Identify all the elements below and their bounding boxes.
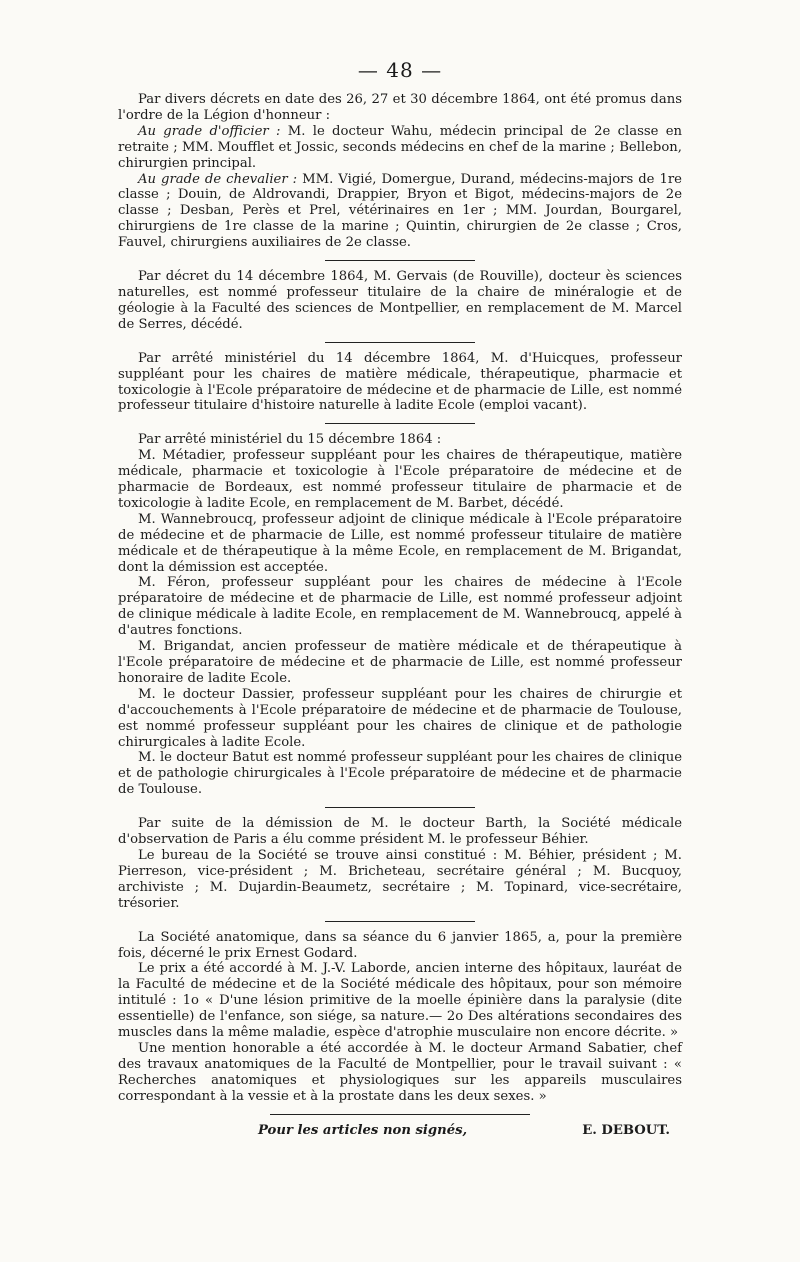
paragraph <box>118 124 682 172</box>
paragraph: Le bureau de la Société se trouve ainsi constitué : M. Béhier, président ; M. Pierreson, vice-président ; M. Bricheteau, secrétaire général ; M. Bucquoy, archiviste ; M. Dujardin-Beaumetz, secrétaire ; M. Topinard, vice-secrétaire, trésorier. <box>118 847 682 911</box>
paragraph <box>118 172 682 252</box>
divider <box>325 342 475 343</box>
paragraph: M. Wannebroucq, professeur adjoint de clinique médicale à l'Ecole préparatoire de médecine et de pharmacie de Lille, est nommé professeur titulaire de matière médicale et de thérapeutique à la même Ecole, en remplacement de M. Brigandat, dont la démission est acceptée. <box>118 511 682 575</box>
paragraph: Le prix a été accordé à M. J.-V. Laborde, ancien interne des hôpitaux, lauréat de la Faculté de médecine et de la Société médicale des hôpitaux, pour son mémoire intitulé : 1o « D'une lésion primitive de la moelle épinière dans la paralysie (dite essentielle) de l'enfance, son siége, sa nature.— 2o Des altérations secondaires des muscles dans la même maladie, espèce d'atrophie musculaire non encore décrite. » <box>118 961 682 1041</box>
paragraph: Par arrêté ministériel du 15 décembre 1864 : <box>138 432 442 448</box>
signature-name: E. DEBOUT. <box>582 1122 670 1138</box>
paragraph: La Société anatomique, dans sa séance du 6 janvier 1865, a, pour la première fois, décerné le prix Ernest Godard. <box>118 929 682 961</box>
paragraph: Par décret du 14 décembre 1864, M. Gervais (de Rouville), docteur ès sciences naturelles, est nommé professeur titulaire de la chaire de minéralogie et de géologie à la Faculté des sciences de Montpellier, en remplacement de M. Marcel de Serres, décédé. <box>118 269 682 332</box>
divider <box>325 807 475 808</box>
paragraph-text: MM. Vigié, Domergue, Durand, médecins-majors de 1re classe ; Douin, de Aldrovandi, Drappier, Bryon et Bigot, médecins-majors de 2e classe ; Desban, Perès et Prel, vétérinaires en 1er ; MM. Jourdan, Bourgarel, chirurgiens de 1re classe de la marine ; Quintin, chirurgien de 2e classe ; Cros, Fauvel, chirurgiens auxiliaires de 2e classe. <box>118 171 682 251</box>
paragraph: M. le docteur Dassier, professeur suppléant pour les chaires de chirurgie et d'accouchements à l'Ecole préparatoire de médecine et de pharmacie de Toulouse, est nommé professeur suppléant pour les chaires de clinique et de pathologie chirurgicales à ladite Ecole. <box>118 686 682 750</box>
divider <box>325 423 475 424</box>
paragraph: M. Féron, professeur suppléant pour les chaires de médecine à l'Ecole préparatoire de médecine et de pharmacie de Lille, est nommé professeur adjoint de clinique médicale à ladite Ecole, en remplacement de M. Wannebroucq, appelé à d'autres fonctions. <box>118 575 682 639</box>
paragraph: Par divers décrets en date des 26, 27 et 30 décembre 1864, ont été promus dans l'ordre de la Légion d'honneur : <box>118 92 682 123</box>
signature-caption: Pour les articles non signés, <box>258 1122 468 1138</box>
paragraph: Par suite de la démission de M. le docteur Barth, la Société médicale d'observation de Paris a élu comme président M. le professeur Béhier. <box>118 816 682 848</box>
grade-chevalier-heading: Au grade de chevalier : <box>138 171 298 187</box>
article-body <box>118 92 682 1138</box>
paragraph: M. le docteur Batut est nommé professeur suppléant pour les chaires de clinique et de pathologie chirurgicales à l'Ecole préparatoire de médecine et de pharmacie de Toulouse. <box>118 750 682 798</box>
page-number: — 48 — <box>357 58 443 82</box>
divider <box>270 1114 530 1115</box>
paragraph: Une mention honorable a été accordée à M. le docteur Armand Sabatier, chef des travaux anatomiques de la Faculté de Montpellier, pour le travail suivant : « Recherches anatomiques et physiologiques sur les appareils musculaires correspondant à la vessie et à la prostate dans les deux sexes. » <box>118 1040 682 1104</box>
divider <box>325 921 475 922</box>
signature-line <box>118 1123 682 1139</box>
paragraph: Par arrêté ministériel du 14 décembre 1864, M. d'Huicques, professeur suppléant pour les chaires de matière médicale, thérapeutique, pharmacie et toxicologie à l'Ecole préparatoire de médecine et de pharmacie de Lille, est nommé professeur titulaire d'histoire naturelle à ladite Ecole (emploi vacant). <box>118 350 682 414</box>
paragraph: M. Métadier, professeur suppléant pour les chaires de thérapeutique, matière médicale, pharmacie et toxicologie à l'Ecole préparatoire de médecine et de pharmacie de Bordeaux, est nommé professeur titulaire de pharmacie et de toxicologie à ladite Ecole, en remplacement de M. Barbet, décédé. <box>118 448 682 511</box>
divider <box>325 260 475 261</box>
paragraph: M. Brigandat, ancien professeur de matière médicale et de thérapeutique à l'Ecole préparatoire de médecine et de pharmacie de Lille, est nommé professeur honoraire de ladite Ecole. <box>118 639 682 686</box>
paragraph-text: M. le docteur Wahu, médecin principal de 2e classe en retraite ; MM. Moufflet et Jossic, seconds médecins en chef de la marine ; Bellebon, chirurgien principal. <box>118 123 682 171</box>
grade-officier-heading: Au grade d'officier : <box>138 123 281 139</box>
